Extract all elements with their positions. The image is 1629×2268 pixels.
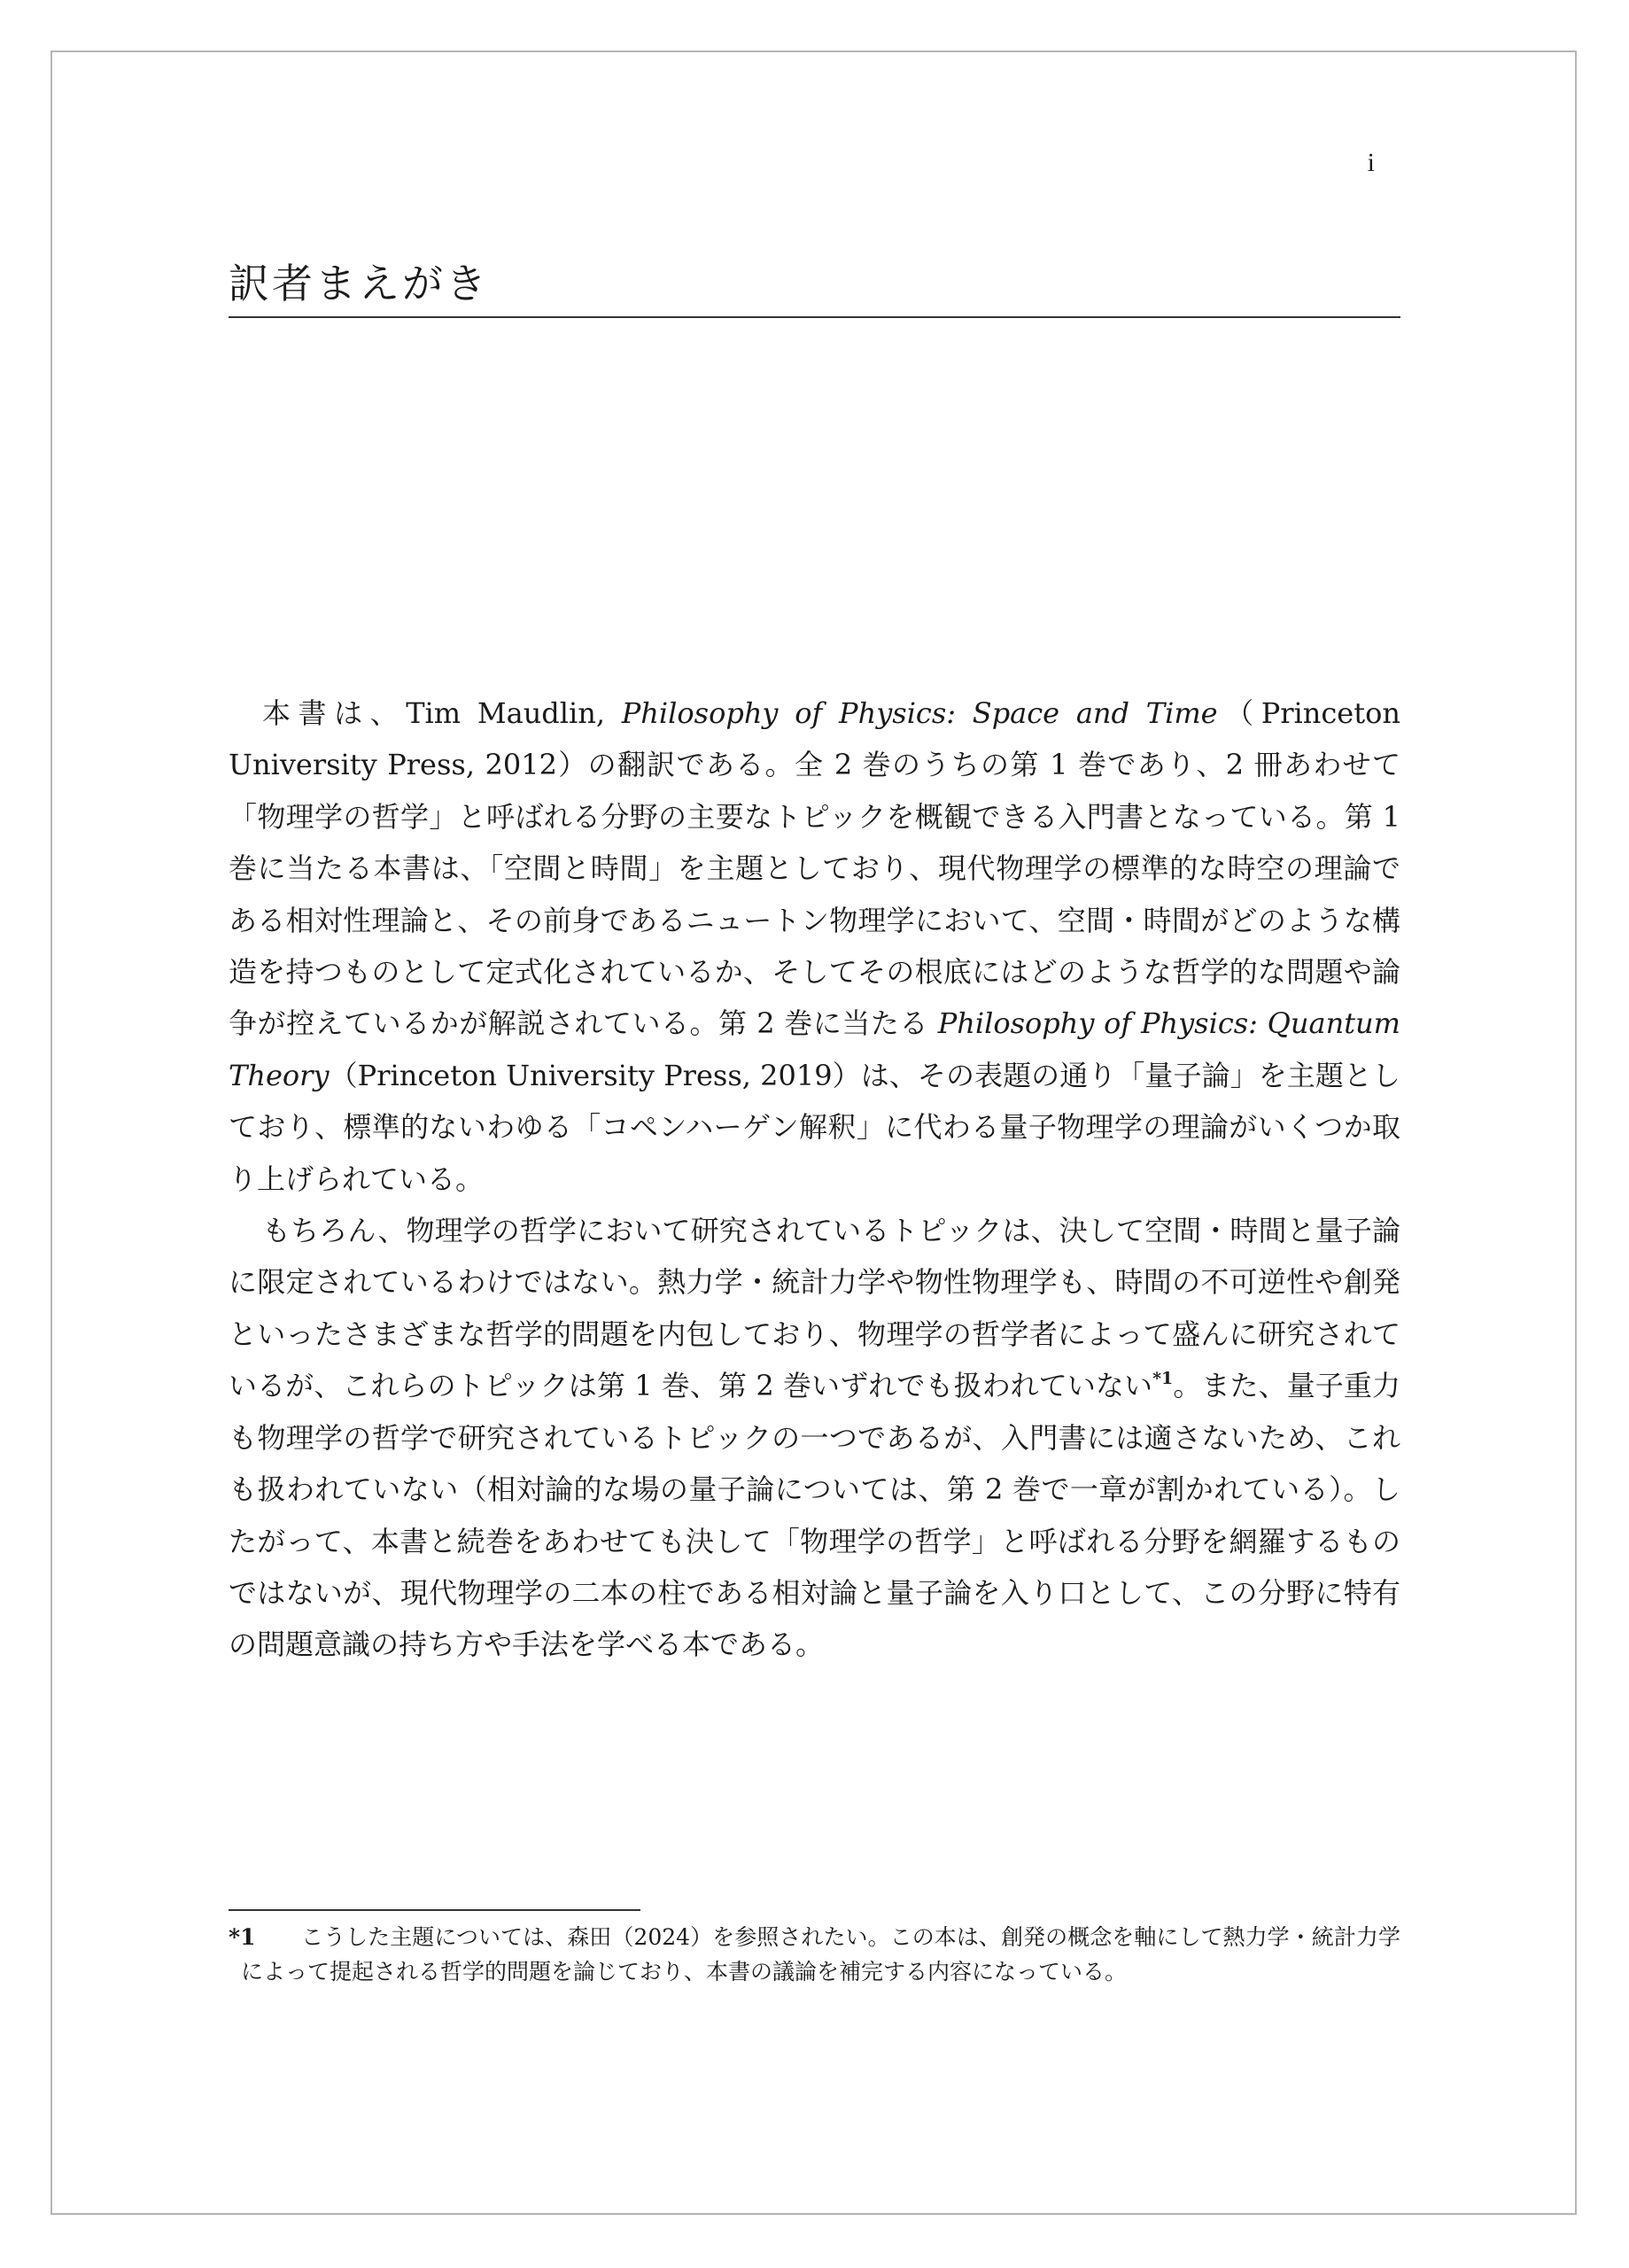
paragraph-1-text-a: 本書は、Tim Maudlin,	[262, 696, 622, 730]
paragraph-2-text-b: 。また、量子重力も物理学の哲学で研究されているトピックの一つであるが、入門書には適さないため、これも扱われていない（相対論的な場の量子論については、第 2 巻で一章が割かれている）。したがって、本書と続巻をあわせても決して「物理学の哲学」と呼ばれる分野を網羅するものではないが、現代物理学の二本の柱である相対論と量子論を入り口として、この分野に特有の問題意識の持ち方や手法を学べる本である。	[229, 1369, 1400, 1662]
footnote-text: こうした主題については、森田（2024）を参照されたい。この本は、創発の概念を軸にして熱力学・統計力学によって提起される哲学的問題を論じており、本書の議論を補完する内容になっている。	[241, 1924, 1400, 1984]
paragraph-2-text-a: もちろん、物理学の哲学において研究されているトピックは、決して空間・時間と量子論に限定されているわけではない。熱力学・統計力学や物性物理学も、時間の不可逆性や創発といったさまざまな哲学的問題を内包しており、物理学の哲学者によって盛んに研究されているが、これらのトピックは第 1 巻、第 2 巻いずれでも扱われていない	[229, 1214, 1400, 1403]
paragraph-2	[229, 1205, 1400, 1671]
book-title-space-and-time: Philosophy of Physics: Space and Time	[621, 696, 1218, 730]
page-number: i	[1367, 148, 1375, 177]
footnote	[229, 1920, 1400, 1989]
body-text	[229, 687, 1400, 1671]
book-title-quantum-theory: Philosophy of Physics: Quantum Theory	[229, 1006, 1400, 1092]
chapter-title: 訳者まえがき	[229, 260, 489, 307]
footnote-rule	[229, 1909, 640, 1911]
title-rule	[229, 316, 1400, 318]
paragraph-1	[229, 687, 1400, 1205]
footnote-marker: *1	[229, 1924, 256, 1950]
footnote-reference[interactable]: *1	[1152, 1369, 1174, 1389]
paragraph-1-text-c: （Princeton University Press, 2019）は、その表題の通り「量子論」を主題としており、標準的ないわゆる「コペンハーゲン解釈」に代わる量子物理学の理論がいくつか取り上げられている。	[229, 1058, 1400, 1196]
paragraph-1-text-b: （Princeton University Press, 2012）の翻訳である。全 2 巻のうちの第 1 巻であり、2 冊あわせて「物理学の哲学」と呼ばれる分野の主要なトピックを概観できる入門書となっている。第 1 巻に当たる本書は、「空間と時間」を主題としており、現代物理学の標準的な時空の理論である相対性理論と、その前身であるニュートン物理学において、空間・時間がどのような構造を持つものとして定式化されているか、そしてその根底にはどのような哲学的な問題や論争が控えているかが解説されている。第 2 巻に当たる	[229, 696, 1400, 1041]
